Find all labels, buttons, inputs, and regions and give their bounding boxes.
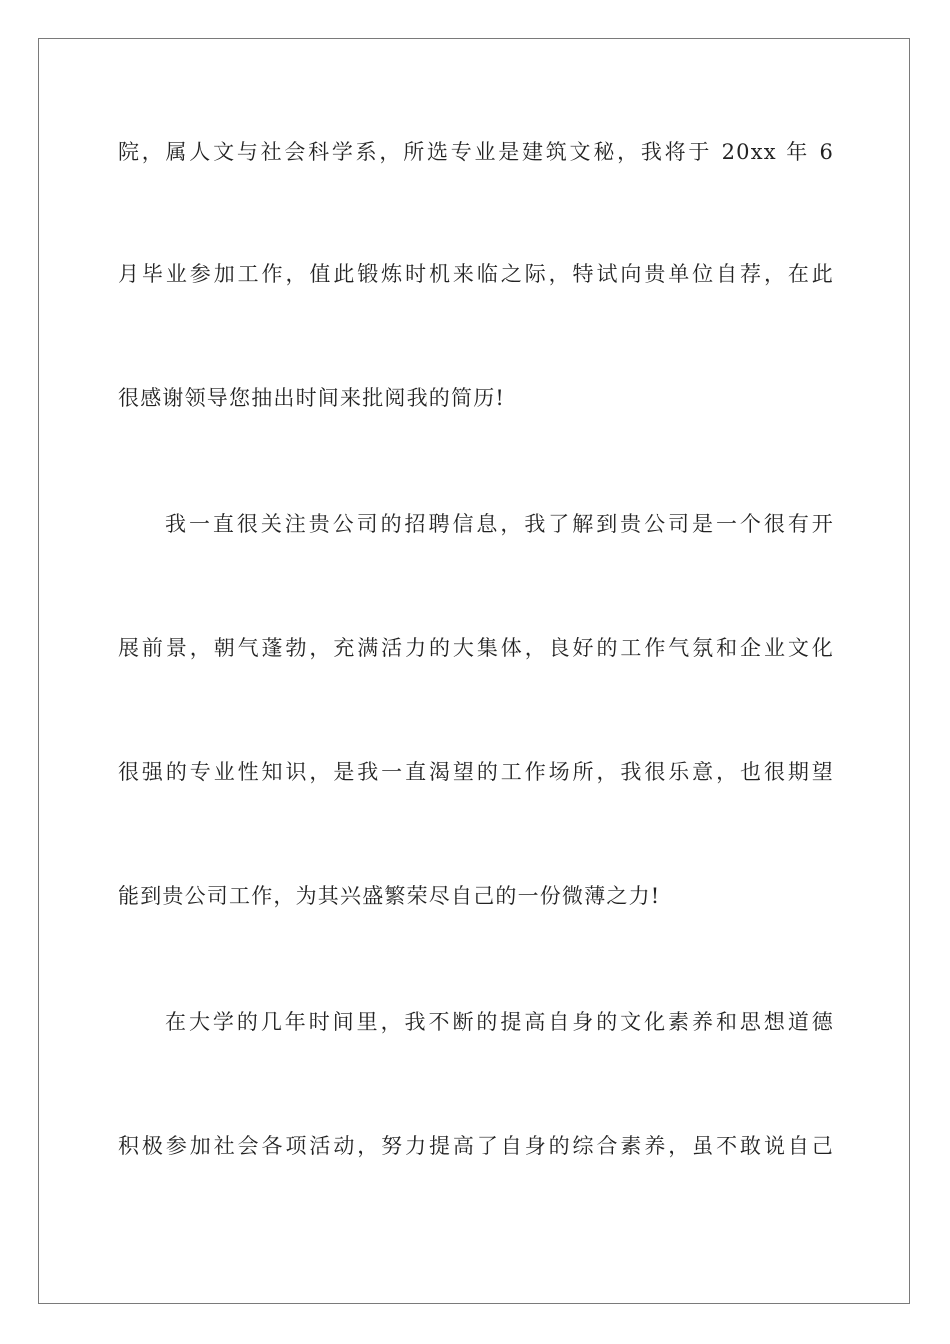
paragraph-2-line-2: 展前景，朝气蓬勃，充满活力的大集体，良好的工作气氛和企业文化 bbox=[118, 636, 834, 660]
paragraph-3-line-2: 积极参加社会各项活动，努力提高了自身的综合素养，虽不敢说自己 bbox=[118, 1134, 834, 1158]
paragraph-3-line-1: 在大学的几年时间里，我不断的提高自身的文化素养和思想道德 bbox=[165, 1010, 834, 1034]
paragraph-2-line-1: 我一直很关注贵公司的招聘信息，我了解到贵公司是一个很有开 bbox=[165, 512, 834, 536]
paragraph-2-line-4: 能到贵公司工作，为其兴盛繁荣尽自己的一份微薄之力! bbox=[118, 884, 661, 908]
text-line-1: 院，属人文与社会科学系，所选专业是建筑文秘，我将于 20xx 年 6 bbox=[118, 140, 834, 164]
paragraph-2-line-3: 很强的专业性知识，是我一直渴望的工作场所，我很乐意，也很期望 bbox=[118, 760, 834, 784]
text-line-3: 很感谢领导您抽出时间来批阅我的简历! bbox=[118, 386, 506, 410]
page-border bbox=[38, 38, 910, 1304]
text-line-2: 月毕业参加工作，值此锻炼时机来临之际，特试向贵单位自荐，在此 bbox=[118, 262, 834, 286]
